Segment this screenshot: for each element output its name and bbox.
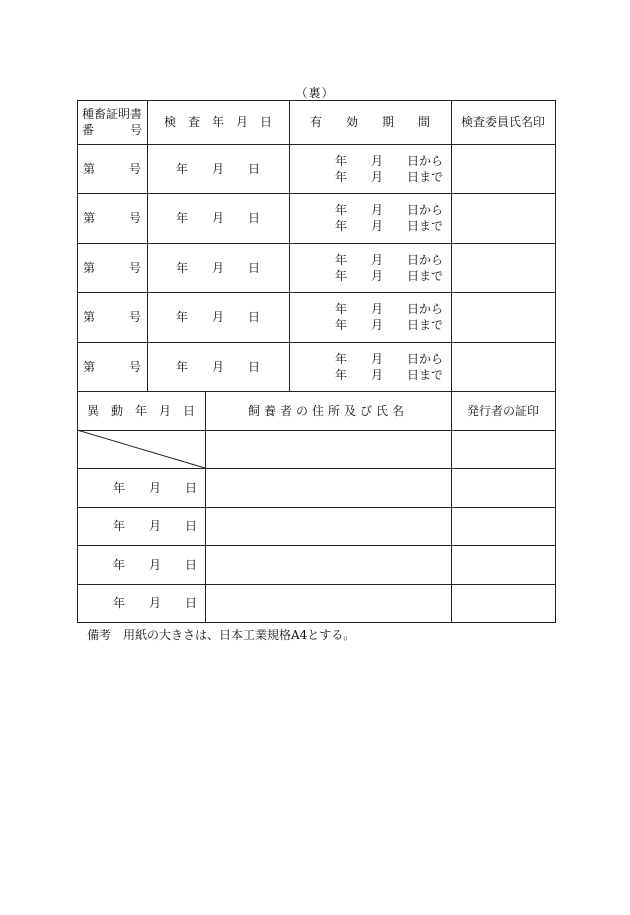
validity-cell	[289, 342, 451, 391]
cert-number-prefix: 第	[83, 260, 96, 275]
validity-to: 年 月 日まで	[334, 219, 443, 233]
inspection-date-cell: 年 月 日	[175, 211, 260, 225]
cert-number-prefix: 第	[83, 310, 96, 324]
header-cert-number	[77, 100, 147, 144]
change-date-cell: 年 月 日	[112, 480, 197, 495]
change-date-cell: 年 月 日	[112, 596, 197, 610]
cert-number-cell	[77, 342, 147, 391]
header-change-date: 異 動 年 月 日	[86, 403, 195, 418]
inspection-date-cell: 年 月 日	[175, 359, 260, 374]
cert-number-cell	[77, 292, 147, 342]
cert-number-suffix: 号	[128, 161, 141, 176]
cert-number-prefix: 第	[83, 161, 96, 176]
header-issuer-seal: 発行者の証印	[466, 403, 539, 418]
change-date-cell: 年 月 日	[112, 519, 197, 533]
page-title: （裏）	[295, 86, 335, 100]
validity-from: 年 月 日から	[334, 252, 443, 267]
certificate-table	[77, 100, 556, 623]
remarks-note: 備考 用紙の大きさは、日本工業規格A4とする。	[87, 628, 356, 642]
validity-cell	[289, 243, 451, 292]
validity-to: 年 月 日まで	[334, 169, 443, 184]
inspection-date-cell: 年 月 日	[175, 310, 260, 324]
validity-to: 年 月 日まで	[334, 268, 443, 283]
cert-number-suffix: 号	[128, 211, 141, 225]
header-cert-number-line1: 種畜証明書	[81, 107, 142, 121]
cert-number-prefix: 第	[83, 359, 96, 374]
validity-cell	[289, 144, 451, 193]
validity-from: 年 月 日から	[334, 351, 443, 366]
change-date-cell: 年 月 日	[112, 557, 197, 572]
validity-from: 年 月 日から	[334, 302, 443, 316]
validity-from: 年 月 日から	[334, 153, 443, 168]
validity-cell	[289, 193, 451, 243]
cert-number-cell	[77, 193, 147, 243]
cert-number-suffix: 号	[128, 310, 141, 324]
validity-to: 年 月 日まで	[334, 318, 443, 332]
cert-number-suffix: 号	[128, 260, 141, 275]
validity-from: 年 月 日から	[334, 203, 443, 217]
header-inspection-date: 検 査 年 月 日	[163, 115, 272, 129]
cert-number-prefix: 第	[83, 211, 96, 225]
cert-number-cell	[77, 144, 147, 193]
header-cert-number-line2: 番 号	[81, 123, 142, 137]
cert-number-suffix: 号	[128, 359, 141, 374]
cert-number-cell	[77, 243, 147, 292]
validity-cell	[289, 292, 451, 342]
inspection-date-cell: 年 月 日	[175, 260, 260, 275]
header-owner-address-name: 飼養者の住所及び氏名	[247, 403, 408, 418]
validity-to: 年 月 日まで	[334, 367, 443, 382]
header-validity-period: 有 効 期 間	[309, 115, 430, 129]
inspection-date-cell: 年 月 日	[175, 161, 260, 176]
header-inspector-seal: 検査委員氏名印	[460, 115, 545, 129]
